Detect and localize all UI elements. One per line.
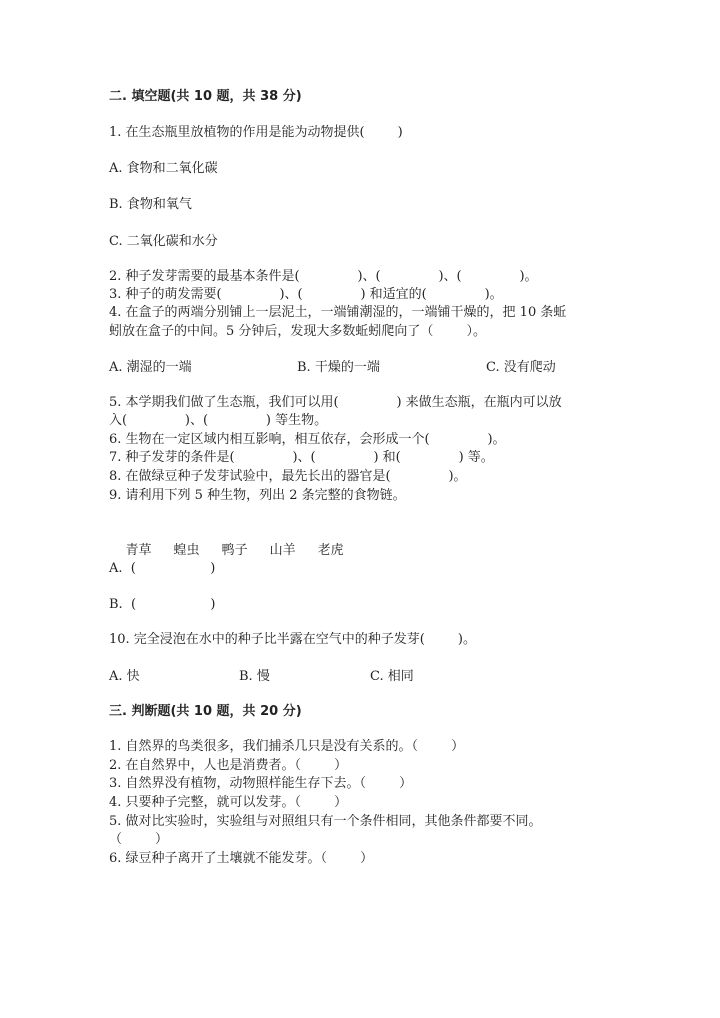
question-2: 2. 种子发芽需要的最基本条件是( )、( )、( )。 <box>109 269 538 284</box>
question-10: 10. 完全浸泡在水中的种子比半露在空气中的种子发芽( )。 <box>109 632 477 647</box>
question-9: 9. 请利用下列 5 种生物，列出 2 条完整的食物链。 <box>109 488 406 503</box>
section-2-heading: 二. 填空题(共 10 题，共 38 分) <box>109 89 302 104</box>
judge-item-1: 1. 自然界的鸟类很多，我们捕杀几只是没有关系的。（ ） <box>109 739 465 754</box>
question-1: 1. 在生态瓶里放植物的作用是能为动物提供( ) <box>109 125 403 140</box>
question-4-option-b: B. 干燥的一端 <box>297 360 380 375</box>
section-3-heading: 三. 判断题(共 10 题，共 20 分) <box>109 704 302 719</box>
judge-item-2: 2. 在自然界中，人也是消费者。（ ） <box>109 758 348 773</box>
judge-item-5: 5. 做对比实验时，实验组与对照组只有一个条件相同，其他条件都要不同。 <box>109 814 542 829</box>
question-5-line-1: 5. 本学期我们做了生态瓶，我们可以用( ) 来做生态瓶，在瓶内可以放 <box>109 395 562 410</box>
question-4-option-a: A. 潮湿的一端 <box>109 360 192 375</box>
organism-4: 山羊 <box>269 543 296 558</box>
question-1-option-a: A. 食物和二氧化碳 <box>109 161 218 176</box>
question-4-option-c: C. 没有爬动 <box>486 360 556 375</box>
judge-item-3: 3. 自然界没有植物，动物照样能生存下去。（ ） <box>109 776 413 791</box>
question-10-option-c: C. 相同 <box>370 669 414 684</box>
question-8: 8. 在做绿豆种子发芽试验中，最先长出的器官是( )。 <box>109 469 467 484</box>
question-6: 6. 生物在一定区域内相互影响，相互依存，会形成一个( )。 <box>109 432 506 447</box>
judge-item-6: 6. 绿豆种子离开了土壤就不能发芽。（ ） <box>109 851 374 866</box>
question-7: 7. 种子发芽的条件是( )、( ) 和( ) 等。 <box>109 450 494 465</box>
question-10-option-b: B. 慢 <box>239 669 270 684</box>
judge-item-5-bracket: （ ） <box>109 832 169 847</box>
organism-3: 鸭子 <box>221 543 248 558</box>
question-1-option-b: B. 食物和氧气 <box>109 197 192 212</box>
organism-5: 老虎 <box>317 543 344 558</box>
question-5-line-2: 入( )、( ) 等生物。 <box>109 413 328 428</box>
question-9-blank-b: B. ( ) <box>109 597 216 612</box>
question-10-option-a: A. 快 <box>109 669 140 684</box>
question-4-line-1: 4. 在盒子的两端分别铺上一层泥土，一端铺潮湿的，一端铺干燥的，把 10 条蚯 <box>109 305 567 320</box>
judge-item-4: 4. 只要种子完整，就可以发芽。（ ） <box>109 795 348 810</box>
question-9-blank-a: A. ( ) <box>109 561 216 576</box>
question-4-line-2: 蚓放在盒子的中间。5 分钟后，发现大多数蚯蚓爬向了（ ）。 <box>109 324 486 339</box>
question-3: 3. 种子的萌发需要( )、( ) 和适宜的( )。 <box>109 287 503 302</box>
organism-1: 青草 <box>125 543 152 558</box>
organism-2: 蝗虫 <box>173 543 200 558</box>
question-1-option-c: C. 二氧化碳和水分 <box>109 234 218 249</box>
